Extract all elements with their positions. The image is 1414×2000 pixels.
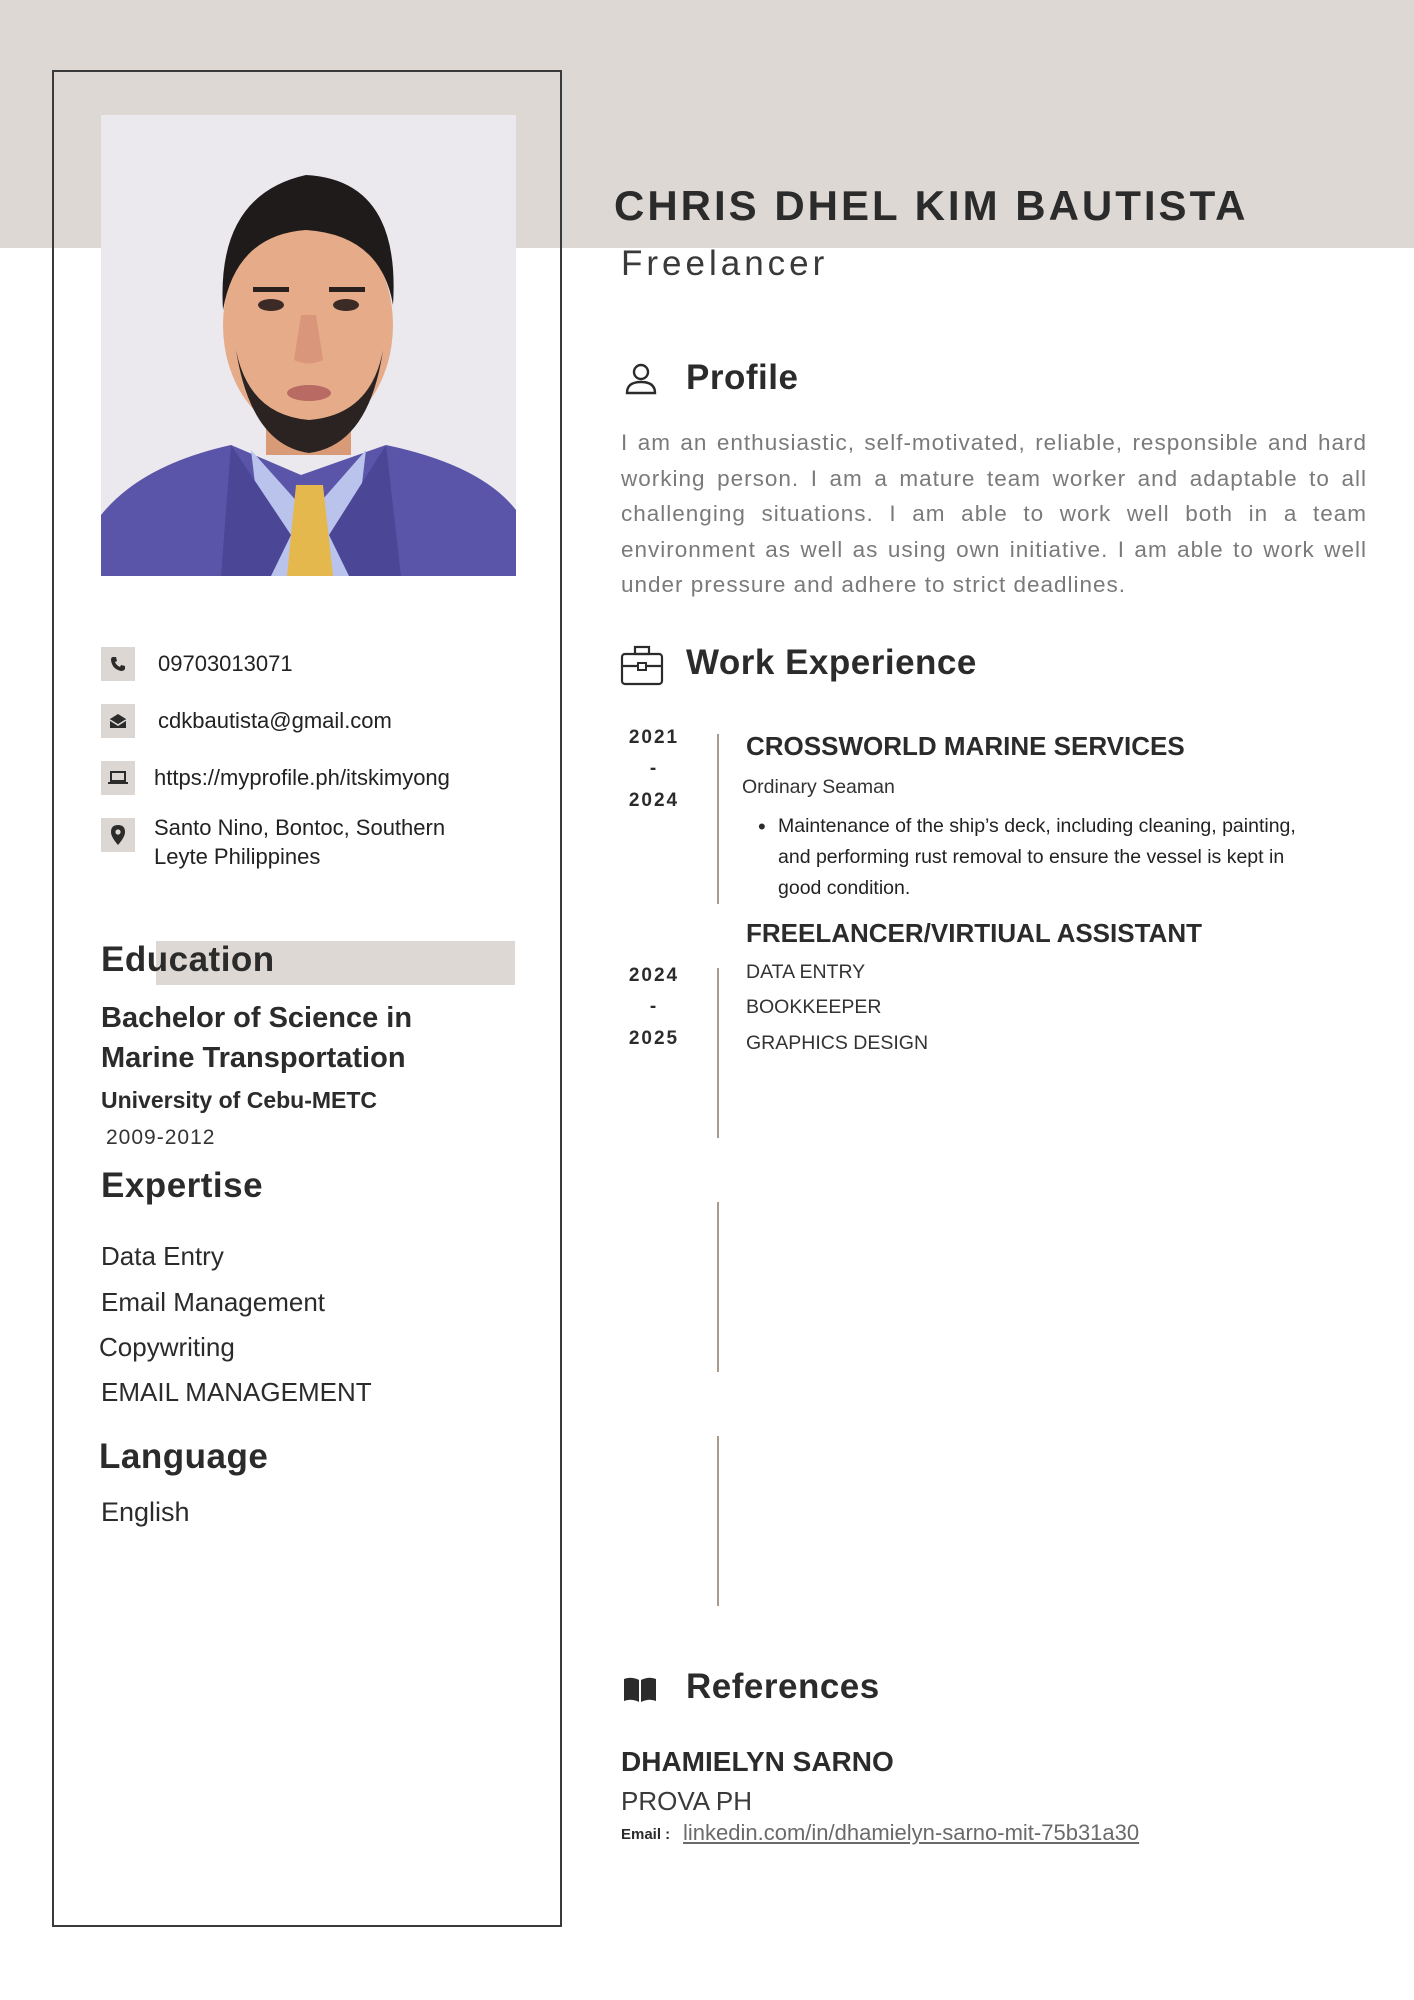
contact-website[interactable]: https://myprofile.ph/itskimyong [154,765,450,790]
job-position: Ordinary Seaman [742,776,895,798]
job-year-dash: - [649,758,659,779]
contact-email[interactable]: cdkbautista@gmail.com [158,708,392,733]
job-end-year: 2025 [628,1028,680,1049]
timeline-line [717,968,719,1138]
expertise-item: EMAIL MANAGEMENT [101,1377,372,1407]
references-title: References [686,1667,880,1706]
profile-photo [101,115,516,576]
reference-email-link[interactable]: linkedin.com/in/dhamielyn-sarno-mit-75b31a30 [683,1820,1140,1845]
job-role: Freelancer [621,244,829,283]
briefcase-icon [620,644,664,693]
language-title: Language [99,1437,269,1476]
education-degree-line2: Marine Transportation [101,1042,406,1074]
job-year-dash: - [649,996,659,1017]
work-title: Work Experience [686,643,977,682]
timeline-line [717,734,719,904]
job-company: CROSSWORLD MARINE SERVICES [746,731,1185,761]
contact-phone[interactable]: 09703013071 [158,651,293,676]
job-company: FREELANCER/VIRTIUAL ASSISTANT [746,918,1202,948]
expertise-title: Expertise [101,1166,264,1205]
reference-email-label: Email : [621,1826,671,1843]
education-school: University of Cebu-METC [101,1087,378,1113]
laptop-icon [101,761,135,795]
phone-icon [101,647,135,681]
job-bullet: Maintenance of the ship’s deck, including cleaning, painting, and performing rust removal to ensure the vessel is kept in good condition. [778,815,1296,899]
timeline-line [717,1202,719,1372]
bullet-dot-icon: • [758,814,766,839]
contact-address-line2: Leyte Philippines [154,844,321,869]
reference-name: DHAMIELYN SARNO [621,1746,894,1777]
timeline-line [717,1436,719,1606]
profile-title: Profile [686,358,799,397]
email-icon [101,704,135,738]
profile-text: I am an enthusiastic, self-motivated, reliable, responsible and hard working person. I am a mature team worker and adaptable to all challenging situations. I am able to work well both in a team environment as well as using own initiative. I am able to work well under pressure and adhere to strict deadlines. [621,430,1367,597]
education-title: Education [101,940,275,979]
job-end-year: 2024 [628,790,680,811]
expertise-item: Copywriting [99,1332,235,1362]
job-task: DATA ENTRY [746,961,866,983]
expertise-item: Data Entry [101,1241,224,1271]
education-years: 2009-2012 [106,1126,216,1149]
education-degree [101,998,412,1078]
job-task: GRAPHICS DESIGN [746,1032,929,1054]
language-item: English [101,1497,190,1527]
full-name: CHRIS DHEL KIM BAUTISTA [614,182,1249,229]
expertise-item: Email Management [101,1287,325,1317]
education-degree-line1: Bachelor of Science in [101,1002,413,1034]
location-pin-icon [101,818,135,852]
job-start-year: 2021 [628,727,680,748]
contact-address-line1: Santo Nino, Bontoc, Southern [154,815,446,840]
job-bullets [758,811,1318,904]
book-icon [621,1674,659,1711]
reference-company: PROVA PH [621,1786,753,1816]
job-task: BOOKKEEPER [746,996,882,1018]
job-start-year: 2024 [628,965,680,986]
user-icon [622,362,660,401]
